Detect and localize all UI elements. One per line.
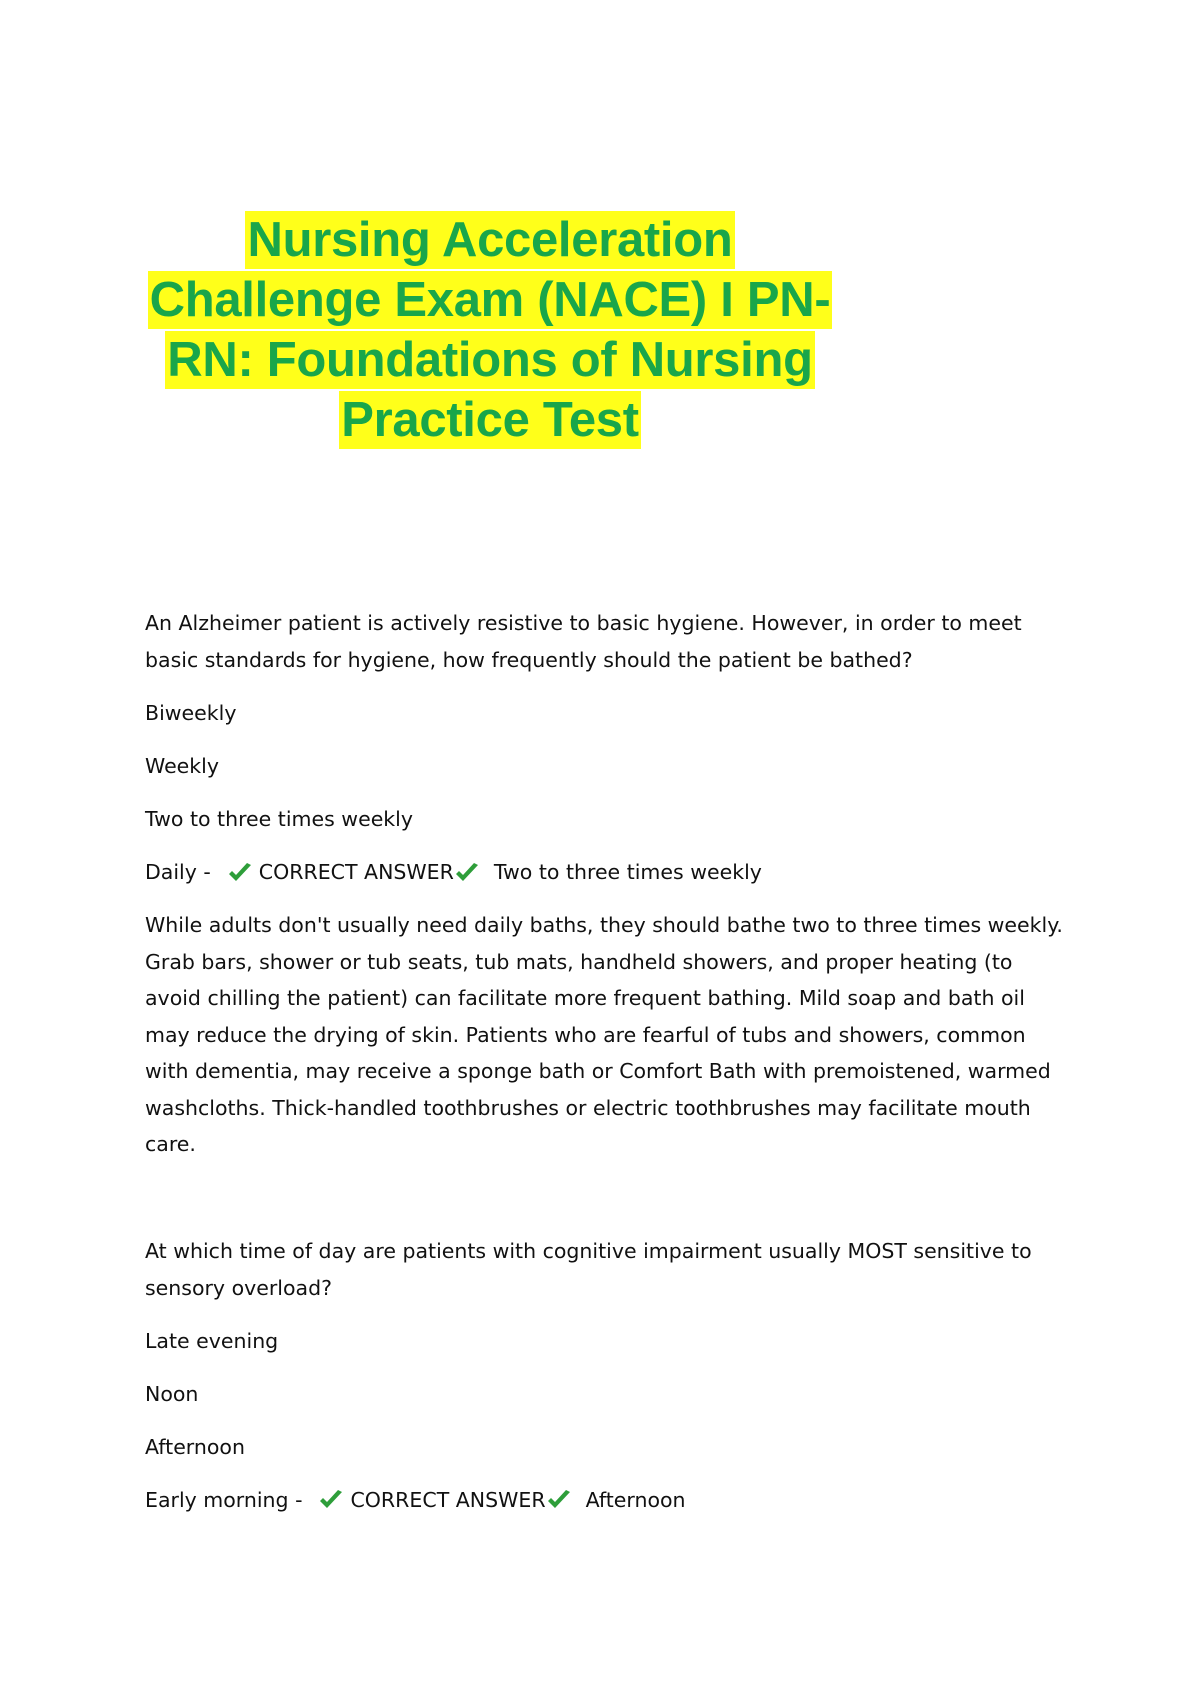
answer-option: Biweekly bbox=[145, 701, 237, 725]
answer-option: Early morning - bbox=[145, 1487, 303, 1512]
title-line: Nursing Acceleration bbox=[247, 213, 733, 267]
check-mark-icon bbox=[454, 861, 480, 885]
question-text: At which time of day are patients with cognitive impairment usually MOST sensitive to sensory overload? bbox=[145, 1238, 1032, 1300]
correct-answer-line bbox=[145, 1482, 1065, 1519]
question-block-2 bbox=[145, 1233, 1065, 1519]
title-line: Challenge Exam (NACE) I PN- bbox=[149, 273, 831, 327]
questions-section bbox=[145, 605, 1065, 1519]
answer-option: Daily - bbox=[145, 860, 211, 884]
title-line: Practice Test bbox=[341, 393, 639, 447]
question-text: An Alzheimer patient is actively resistive to basic hygiene. However, in order to meet basic standards for hygiene, how frequently should the patient be bathed? bbox=[145, 611, 1022, 672]
answer-option: Late evening bbox=[145, 1328, 279, 1353]
answer-option: Afternoon bbox=[145, 1434, 245, 1459]
check-mark-icon bbox=[227, 861, 253, 885]
answer-rationale: While adults don't usually need daily baths, they should bathe two to three times weekly. Grab bars, shower or tub seats, tub mats, handheld showers, and proper heating (to avoid chilling the patient) can facilitate more frequent bathing. Mild soap and bath oil may reduce the drying of skin. Patients who are fearful of tubs and showers, common with dementia, may receive a sponge bath or Comfort Bath with premoistened, warmed washcloths. Thick-handled toothbrushes or electric toothbrushes may facilitate mouth care. bbox=[145, 913, 1063, 1156]
answer-option: Weekly bbox=[145, 754, 219, 778]
check-mark-icon bbox=[546, 1488, 572, 1512]
correct-answer-label: CORRECT ANSWER bbox=[258, 860, 454, 884]
correct-answer-value: Afternoon bbox=[585, 1487, 686, 1512]
correct-answer-label: CORRECT ANSWER bbox=[350, 1487, 546, 1512]
question-block-1 bbox=[145, 605, 1065, 1163]
title-line: RN: Foundations of Nursing bbox=[167, 333, 813, 387]
document-title bbox=[140, 210, 840, 450]
check-mark-icon bbox=[318, 1488, 344, 1512]
answer-option: Noon bbox=[145, 1381, 199, 1406]
correct-answer-value: Two to three times weekly bbox=[493, 860, 762, 884]
correct-answer-line bbox=[145, 854, 1065, 891]
answer-option: Two to three times weekly bbox=[145, 807, 414, 831]
